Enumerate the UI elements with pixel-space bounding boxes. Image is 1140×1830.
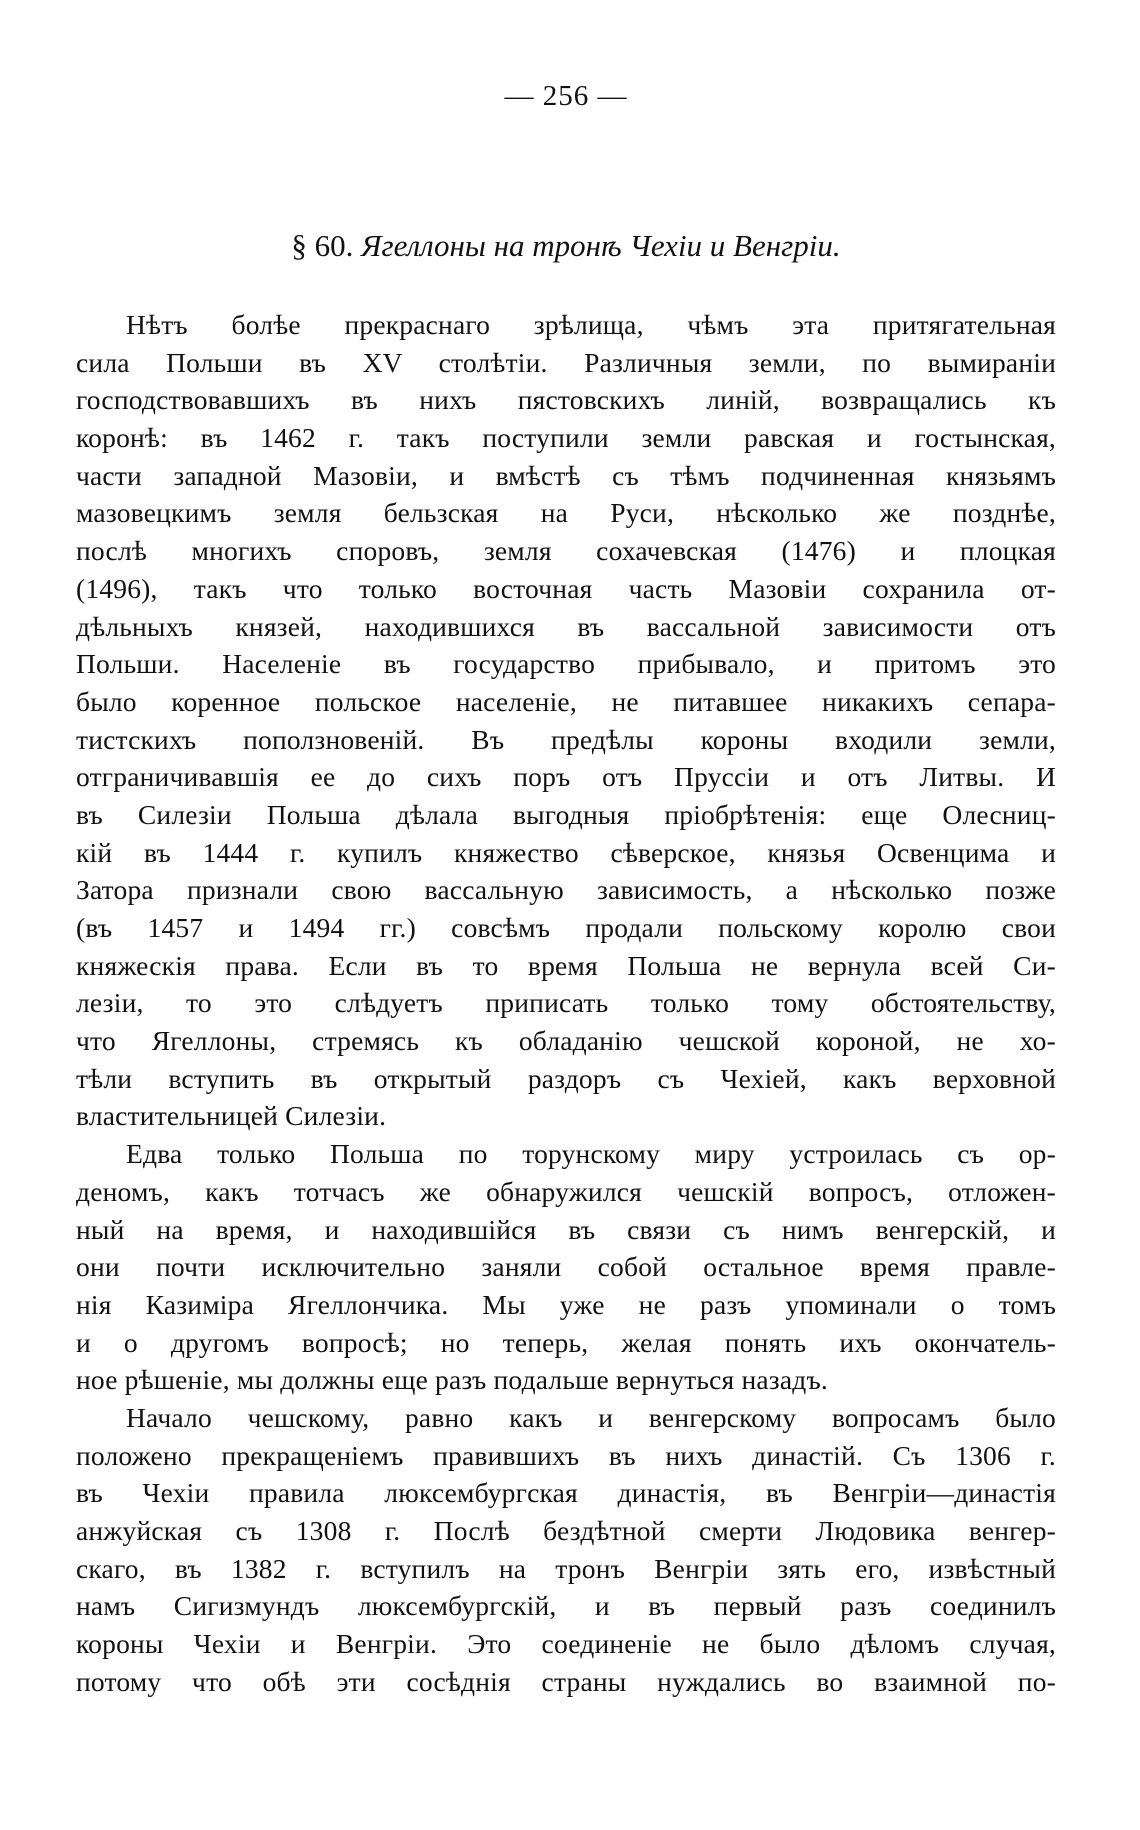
text-line: деномъ, какъ тотчасъ же обнаружился чешскій вопросъ, отложен- (76, 1175, 1056, 1207)
text-line: отграничивавшія ее до сихъ поръ отъ Пруссіи и отъ Литвы. И (76, 761, 1056, 793)
section-title: Ягеллоны на тронѣ Чехіи и Венгріи. (361, 228, 841, 263)
text-line: Польши. Населеніе въ государство прибывало, и притомъ это (76, 648, 1056, 680)
text-line: потому что обѣ эти сосѣднія страны нуждались во взаимной по- (76, 1665, 1056, 1697)
text-line: въ Чехіи правила люксембургская династія, въ Венгріи—династія (76, 1477, 1056, 1509)
text-line: лезіи, то это слѣдуетъ приписать только тому обстоятельству, (76, 987, 1056, 1019)
text-line: (въ 1457 и 1494 гг.) совсѣмъ продали польскому королю свои (76, 912, 1056, 943)
text-line: дѣльныхъ князей, находившихся въ вассальной зависимости отъ (76, 610, 1056, 642)
text-line: что Ягеллоны, стремясь къ обладанію чешской короной, не хо- (76, 1025, 1056, 1057)
section-number: § 60. (291, 228, 354, 263)
text-line: тѣли вступить въ открытый раздоръ съ Чехіей, какъ верховной (76, 1062, 1056, 1094)
section-heading (76, 228, 1056, 264)
text-line: послѣ многихъ споровъ, земля сохачевская (1476) и плоцкая (76, 535, 1056, 567)
text-line: они почти исключительно заняли собой остальное время правле- (76, 1251, 1056, 1283)
text-line: кій въ 1444 г. купилъ княжество сѣверское, князья Освенцима и (76, 836, 1056, 868)
text-line: части западной Мазовіи, и вмѣстѣ съ тѣмъ подчиненная князьямъ (76, 459, 1056, 491)
text-line: и о другомъ вопросѣ; но теперь, желая понять ихъ окончатель- (76, 1326, 1056, 1358)
text-line: княжескія права. Если въ то время Польша не вернула всей Си- (76, 949, 1056, 981)
text-line: Начало чешскому, равно какъ и венгерскому вопросамъ было (126, 1401, 1056, 1433)
paragraph-1 (76, 306, 1056, 1135)
text-line: ный на время, и находившійся въ связи съ нимъ венгерскій, и (76, 1213, 1056, 1245)
text-line: Нѣтъ болѣе прекраснаго зрѣлища, чѣмъ эта притягательная (126, 309, 1056, 340)
paragraph-3 (76, 1399, 1056, 1701)
text-line: господствовавшихъ въ нихъ пястовскихъ линій, возвращались къ (76, 384, 1056, 416)
text-line: тистскихъ поползновеній. Въ предѣлы короны входили земли, (76, 723, 1056, 755)
text-line: намъ Сигизмундъ люксембургскій, и въ первый разъ соединилъ (76, 1590, 1056, 1622)
text-line: скаго, въ 1382 г. вступилъ на тронъ Венгріи зять его, извѣстный (76, 1552, 1056, 1584)
text-line: ное рѣшеніе, мы должны еще разъ подальше вернуться назадъ. (76, 1364, 828, 1396)
text-line: (1496), такъ что только восточная часть Мазовіи сохранила от- (76, 572, 1056, 604)
book-page (76, 0, 1056, 1830)
text-line: въ Силезіи Польша дѣлала выгодныя пріобрѣтенія: еще Олесниц- (76, 798, 1056, 830)
page-number: — 256 — (504, 80, 628, 112)
text-line: положено прекращеніемъ правившихъ въ нихъ династій. Съ 1306 г. (76, 1439, 1056, 1471)
text-line: властительницей Силезіи. (76, 1100, 387, 1132)
text-line: мазовецкимъ земля бельзская на Руси, нѣсколько же позднѣе, (76, 497, 1056, 529)
text-line: Едва только Польша по торунскому миру устроилась съ ор- (126, 1138, 1056, 1170)
text-line: нія Казиміра Ягеллончика. Мы уже не разъ упоминали о томъ (76, 1288, 1056, 1320)
text-line: анжуйская съ 1308 г. Послѣ бездѣтной смерти Людовика венгер- (76, 1515, 1056, 1546)
text-line: было коренное польское населеніе, не питавшее никакихъ сепара- (76, 685, 1056, 717)
text-line: сила Польши въ XV столѣтіи. Различныя земли, по вымираніи (76, 346, 1056, 378)
paragraph-2 (76, 1135, 1056, 1399)
text-line: коронѣ: въ 1462 г. такъ поступили земли равская и гостынская, (76, 422, 1056, 454)
body-text (76, 306, 1056, 1700)
text-line: Затора признали свою вассальную зависимость, а нѣсколько позже (76, 874, 1056, 906)
text-line: короны Чехіи и Венгріи. Это соединеніе не было дѣломъ случая, (76, 1628, 1056, 1660)
